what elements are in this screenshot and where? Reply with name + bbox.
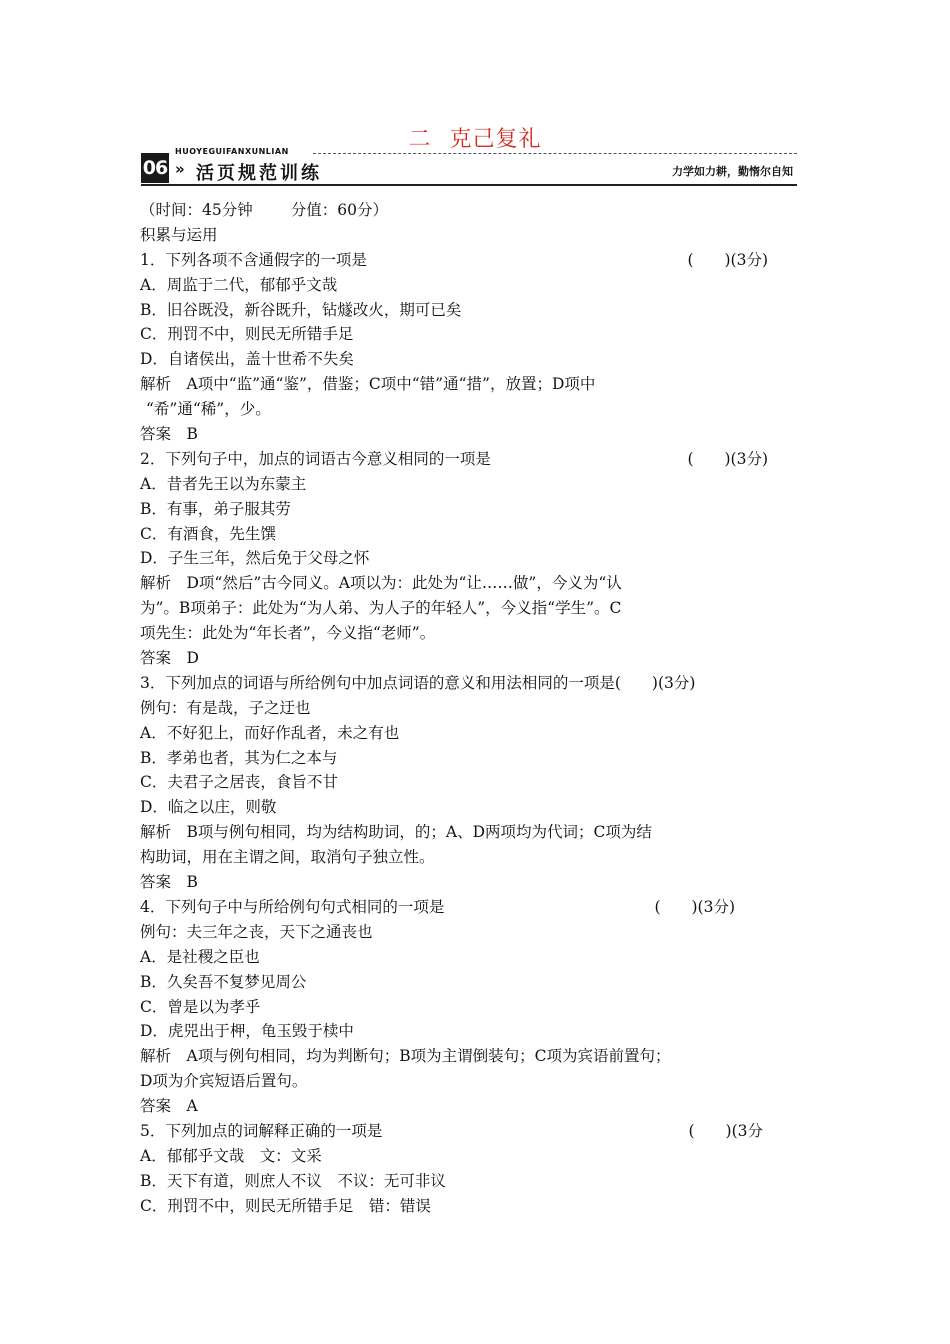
analysis-line: 构助词，用在主谓之间，取消句子独立性。	[140, 848, 435, 867]
page-title	[0, 122, 950, 153]
example-sentence: 例句：有是哉，子之迂也	[140, 698, 311, 717]
example-sentence: 例句：夫三年之丧，天下之通丧也	[140, 922, 373, 941]
banner-rule	[141, 184, 797, 186]
option-d: D．自诸侯出，盖十世希不失矣	[140, 350, 354, 369]
question-stem: 1．下列各项不含通假字的一项是 ( )(3分)	[140, 248, 780, 273]
meta-line	[140, 198, 780, 223]
unit-badge: 06	[141, 153, 169, 183]
answer: 答案 A	[140, 1097, 198, 1116]
option-c: C．有酒食，先生馔	[140, 524, 276, 543]
option-c: C．刑罚不中，则民无所错手足	[140, 325, 354, 344]
option-a: A．昔者先王以为东蒙主	[140, 474, 307, 493]
section-banner	[141, 147, 797, 186]
option-b: B．孝弟也者，其为仁之本与	[140, 748, 338, 767]
question-score: ( )(3分)	[654, 897, 735, 916]
total-score: 分值：60分）	[290, 201, 388, 219]
analysis-line: 解析 A项中“监”通“鉴”，借鉴；C项中“错”通“措”，放置；D项中	[140, 375, 596, 394]
option-d: D．子生三年，然后免于父母之怀	[140, 549, 370, 568]
question-score: ( )(3分)	[614, 673, 696, 692]
option-b: B．天下有道，则庶人不议 不议：无可非议	[140, 1171, 446, 1190]
analysis-line: 项先生：此处为“年长者”，今义指“老师”。	[140, 624, 436, 643]
option-c: C．夫君子之居丧，食旨不甘	[140, 773, 338, 792]
answer: 答案 B	[140, 425, 198, 444]
analysis-line: 解析 B项与例句相同，均为结构助词，的；A、D两项均为代词；C项为结	[140, 823, 652, 842]
option-a: A．郁郁乎文哉 文：文采	[140, 1146, 322, 1165]
option-b: B．旧谷既没，新谷既升，钻燧改火，期可已矣	[140, 300, 462, 319]
banner-motto: 力学如力耕，勤惰尔自知	[672, 165, 793, 178]
answer: 答案 D	[140, 649, 199, 668]
option-b: B．久矣吾不复梦见周公	[140, 972, 307, 991]
option-b: B．有事，弟子服其劳	[140, 499, 291, 518]
option-d: D．虎兕出于柙，龟玉毁于椟中	[140, 1022, 354, 1041]
analysis-line: D项为介宾短语后置句。	[140, 1072, 308, 1091]
question-stem: 2．下列句子中，加点的词语古今意义相同的一项是 ( )(3分)	[140, 447, 780, 472]
question-stem: 5．下列加点的词解释正确的一项是 ( )(3分	[140, 1119, 780, 1144]
option-c: C．刑罚不中，则民无所错手足 错：错误	[140, 1196, 431, 1215]
analysis-line: “希”通“稀”，少。	[146, 400, 271, 419]
section-title: 积累与运用	[140, 225, 218, 244]
title-text: 克己复礼	[449, 127, 542, 152]
banner-heading: 活页规范训练	[196, 163, 322, 184]
option-a: A．不好犯上，而好作乱者，未之有也	[140, 723, 400, 742]
option-c: C．曾是以为孝乎	[140, 997, 261, 1016]
answer: 答案 B	[140, 873, 198, 892]
analysis-line: 解析 A项与例句相同，均为判断句；B项为主谓倒装句；C项为宾语前置句；	[140, 1047, 671, 1066]
option-a: A．周监于二代，郁郁乎文哉	[140, 275, 338, 294]
chevron-icon: »	[175, 160, 185, 178]
option-d: D．临之以庄，则敬	[140, 798, 277, 817]
option-a: A．是社稷之臣也	[140, 947, 260, 966]
question-stem: 3．下列加点的词语与所给例句中加点词语的意义和用法相同的一项是( )(3分)	[140, 673, 696, 692]
question-score: ( )(3分)	[687, 250, 768, 269]
banner-pinyin: HUOYEGUIFANXUNLIAN	[175, 147, 289, 156]
analysis-line: 为”。B项弟子：此处为“为人弟、为人子的年轻人”，今义指“学生”。C	[140, 599, 622, 618]
question-score: ( )(3分)	[687, 449, 768, 468]
time-limit: （时间：45分钟	[140, 201, 253, 219]
analysis-line: 解析 D项“然后”古今同义。A项以为：此处为“让……做”，今义为“认	[140, 574, 622, 593]
question-stem: 4．下列句子中与所给例句句式相同的一项是 ( )(3分)	[140, 895, 780, 920]
title-number: 二	[408, 127, 432, 152]
banner-dashed-line	[313, 153, 797, 154]
question-score: ( )(3分	[688, 1121, 763, 1140]
exercise-content	[140, 198, 780, 1219]
